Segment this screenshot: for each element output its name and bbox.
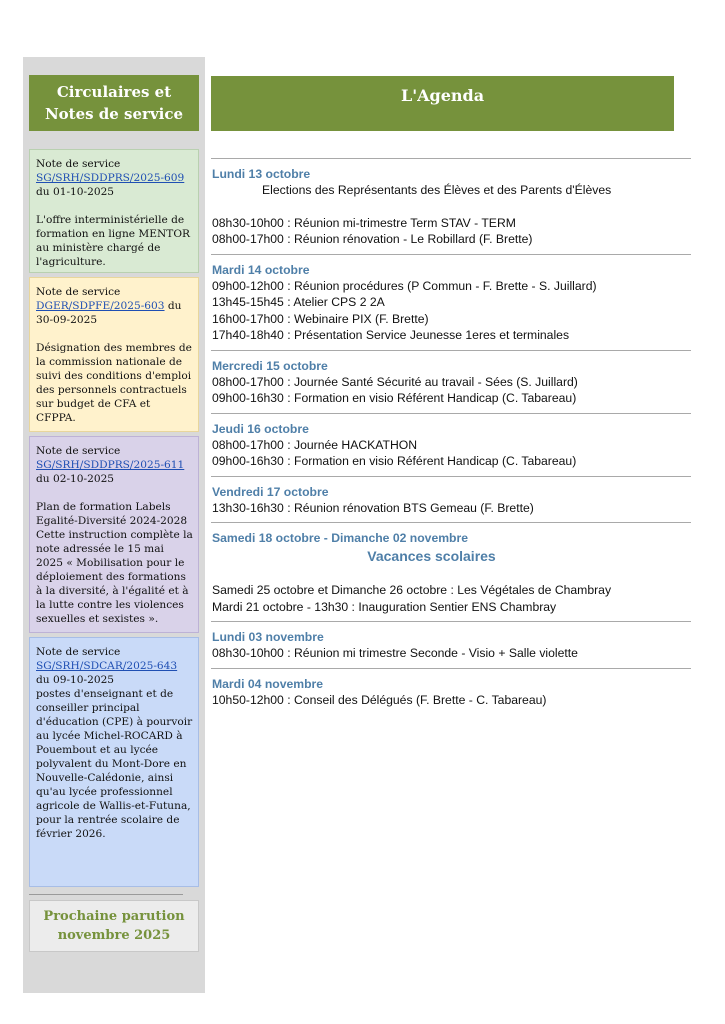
day-title: Jeudi 16 octobre: [212, 421, 309, 436]
circulars-header-line2: Notes de service: [44, 105, 184, 123]
next-issue-box: [29, 900, 199, 952]
circulars-header-line1: Circulaires et: [56, 83, 172, 101]
agenda-day: [211, 351, 691, 413]
agenda-day: [211, 414, 691, 476]
note-card-mentor: [29, 149, 199, 273]
agenda-event: 10h50-12h00 : Conseil des Délégués (F. Brette - C. Tabareau): [212, 692, 547, 707]
agenda-event: 13h45-15h45 : Atelier CPS 2 2A: [212, 295, 385, 309]
note-label: Note de service: [36, 445, 121, 457]
note-body: Désignation des membres de la commission nationale de suivi des conditions d'emploi des personnels contractuels sur budget de CFA et CFPPA.: [36, 342, 192, 424]
note-card-egalite-diversite: [29, 436, 199, 633]
agenda-day: [211, 523, 691, 621]
agenda-day: [211, 622, 691, 668]
next-issue-line2: novembre 2025: [57, 928, 171, 943]
note-link[interactable]: SG/SRH/SDCAR/2025-643: [36, 660, 178, 672]
note-link[interactable]: SG/SRH/SDDPRS/2025-609: [36, 172, 185, 184]
note-card-commission: [29, 277, 199, 432]
day-title: Mercredi 15 octobre: [212, 358, 328, 373]
agenda-event: Samedi 25 octobre et Dimanche 26 octobre : Les Végétales de Chambray: [212, 583, 612, 597]
note-link[interactable]: SG/SRH/SDDPRS/2025-611: [36, 459, 185, 471]
day-centered-note: Elections des Représentants des Élèves et des Parents d'Élèves: [262, 183, 612, 197]
day-title: Lundi 13 octobre: [212, 167, 311, 181]
next-issue-line1: Prochaine parution: [43, 909, 185, 924]
agenda-event: Mardi 21 octobre - 13h30 : Inauguration Sentier ENS Chambray: [212, 599, 557, 614]
note-date: du 30-09-2025: [36, 300, 182, 326]
note-body: L'offre interministérielle de formation en ligne MENTOR au ministère chargé de l'agriculture.: [36, 214, 190, 268]
agenda-event: 08h30-10h00 : Réunion mi trimestre Seconde - Visio + Salle violette: [212, 646, 578, 660]
agenda-event: 09h00-16h30 : Formation en visio Référent Handicap (C. Tabareau): [212, 454, 577, 468]
agenda-event: 08h30-10h00 : Réunion mi-trimestre Term STAV - TERM: [212, 215, 516, 230]
note-date: du 01-10-2025: [36, 186, 115, 198]
note-label: Note de service: [36, 646, 121, 658]
day-title: Mardi 14 octobre: [212, 262, 310, 277]
vacation-highlight: Vacances scolaires: [367, 548, 496, 564]
day-title: Mardi 04 novembre: [212, 676, 324, 691]
note-link[interactable]: DGER/SDPFE/2025-603: [36, 300, 165, 312]
note-date: du 02-10-2025: [36, 473, 115, 485]
agenda-day: [211, 255, 691, 350]
agenda-day: [211, 477, 691, 523]
note-body: postes d'enseignant et de conseiller principal d'éducation (CPE) à pourvoir au lycée Michel-ROCARD à Pouembout et au lycée polyvalent du Mont-Dore en Nouvelle-Calédonie, ainsi qu'au lycée professionnel agricole de Wallis-et-Futuna, pour la rentrée scolaire de février 2026.: [36, 688, 193, 840]
agenda-day: [211, 159, 691, 254]
day-title: Samedi 18 octobre - Dimanche 02 novembre: [212, 531, 469, 545]
agenda-event: 08h00-17h00 : Réunion rénovation - Le Robillard (F. Brette): [212, 232, 533, 246]
sidebar-column: [23, 57, 205, 993]
sidebar-divider: [29, 894, 183, 895]
agenda-list: [211, 158, 691, 714]
agenda-day: [211, 669, 691, 715]
agenda-event: 17h40-18h40 : Présentation Service Jeunesse 1eres et terminales: [212, 328, 570, 342]
day-title: Lundi 03 novembre: [212, 630, 324, 644]
agenda-event: 09h00-12h00 : Réunion procédures (P Commun - F. Brette - S. Juillard): [212, 278, 597, 293]
day-title: Vendredi 17 octobre: [212, 484, 329, 499]
note-label: Note de service: [36, 158, 121, 170]
circulars-header: [29, 75, 199, 131]
agenda-event: 13h30-16h30 : Réunion rénovation BTS Gemeau (F. Brette): [212, 500, 534, 515]
agenda-title: L'Agenda: [400, 86, 485, 105]
note-card-postes-caledonie: [29, 637, 199, 887]
agenda-event: 16h00-17h00 : Webinaire PIX (F. Brette): [212, 311, 429, 326]
agenda-header: [211, 76, 674, 131]
note-date: du 09-10-2025: [36, 674, 115, 686]
agenda-event: 09h00-16h30 : Formation en visio Référent Handicap (C. Tabareau): [212, 391, 577, 405]
agenda-event: 08h00-17h00 : Journée HACKATHON: [212, 437, 418, 452]
agenda-event: 08h00-17h00 : Journée Santé Sécurité au travail - Sées (S. Juillard): [212, 374, 578, 389]
note-body: Plan de formation Labels Egalité-Diversité 2024-2028 Cette instruction complète la note adressée le 15 mai 2025 « Mobilisation pour le déploiement des formations à la diversité, à l'égalité et à la lutte contre les violences sexuelles et sexistes ».: [36, 501, 193, 625]
note-label: Note de service: [36, 286, 121, 298]
